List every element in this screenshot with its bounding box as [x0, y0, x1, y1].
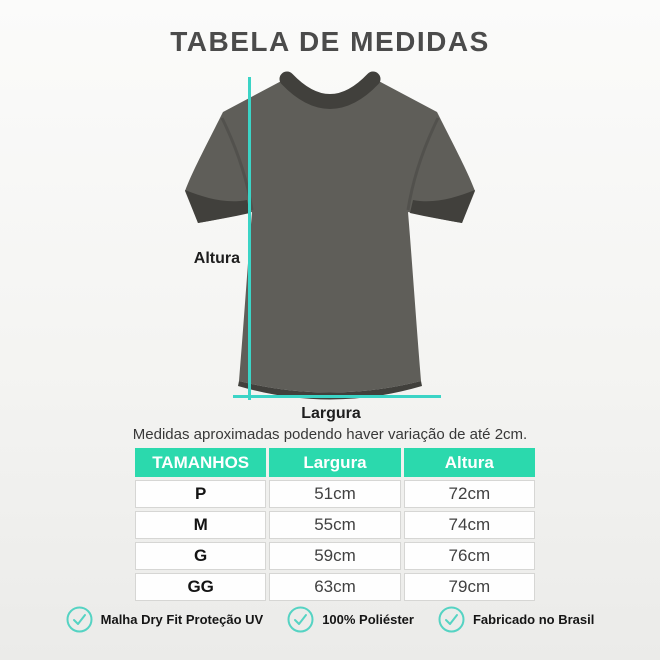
tshirt-illustration [160, 70, 490, 405]
table-cell-largura: 51cm [269, 480, 400, 508]
feature-label: 100% Poliéster [322, 612, 414, 627]
size-table [135, 448, 535, 601]
table-header-width: Largura [269, 448, 400, 477]
table-header-height: Altura [404, 448, 535, 477]
height-measure-line [248, 77, 251, 400]
table-cell-size: M [135, 511, 266, 539]
feature-badges [0, 606, 660, 633]
table-cell-size: GG [135, 573, 266, 601]
feature-label: Malha Dry Fit Proteção UV [100, 612, 264, 627]
check-circle-icon [438, 606, 465, 633]
feature-item [66, 606, 264, 633]
table-cell-size: P [135, 480, 266, 508]
table-cell-size: G [135, 542, 266, 570]
table-cell-altura: 72cm [404, 480, 535, 508]
table-cell-altura: 76cm [404, 542, 535, 570]
table-cell-largura: 59cm [269, 542, 400, 570]
page-title: TABELA DE MEDIDAS [170, 26, 490, 57]
table-cell-largura: 55cm [269, 511, 400, 539]
tshirt-collar [287, 79, 373, 102]
table-cell-largura: 63cm [269, 573, 400, 601]
table-cell-altura: 79cm [404, 573, 535, 601]
width-measure-line [233, 395, 441, 398]
feature-item [438, 606, 594, 633]
table-cell-altura: 74cm [404, 511, 535, 539]
check-circle-icon [66, 606, 93, 633]
width-label: Largura [301, 405, 361, 422]
height-label: Altura [193, 250, 240, 267]
feature-item [287, 606, 414, 633]
check-circle-icon [287, 606, 314, 633]
feature-label: Fabricado no Brasil [472, 612, 595, 627]
tolerance-note: Medidas aproximadas podendo haver variação de até 2cm. [132, 426, 528, 443]
table-header-sizes: TAMANHOS [135, 448, 266, 477]
tshirt-body [185, 78, 475, 393]
